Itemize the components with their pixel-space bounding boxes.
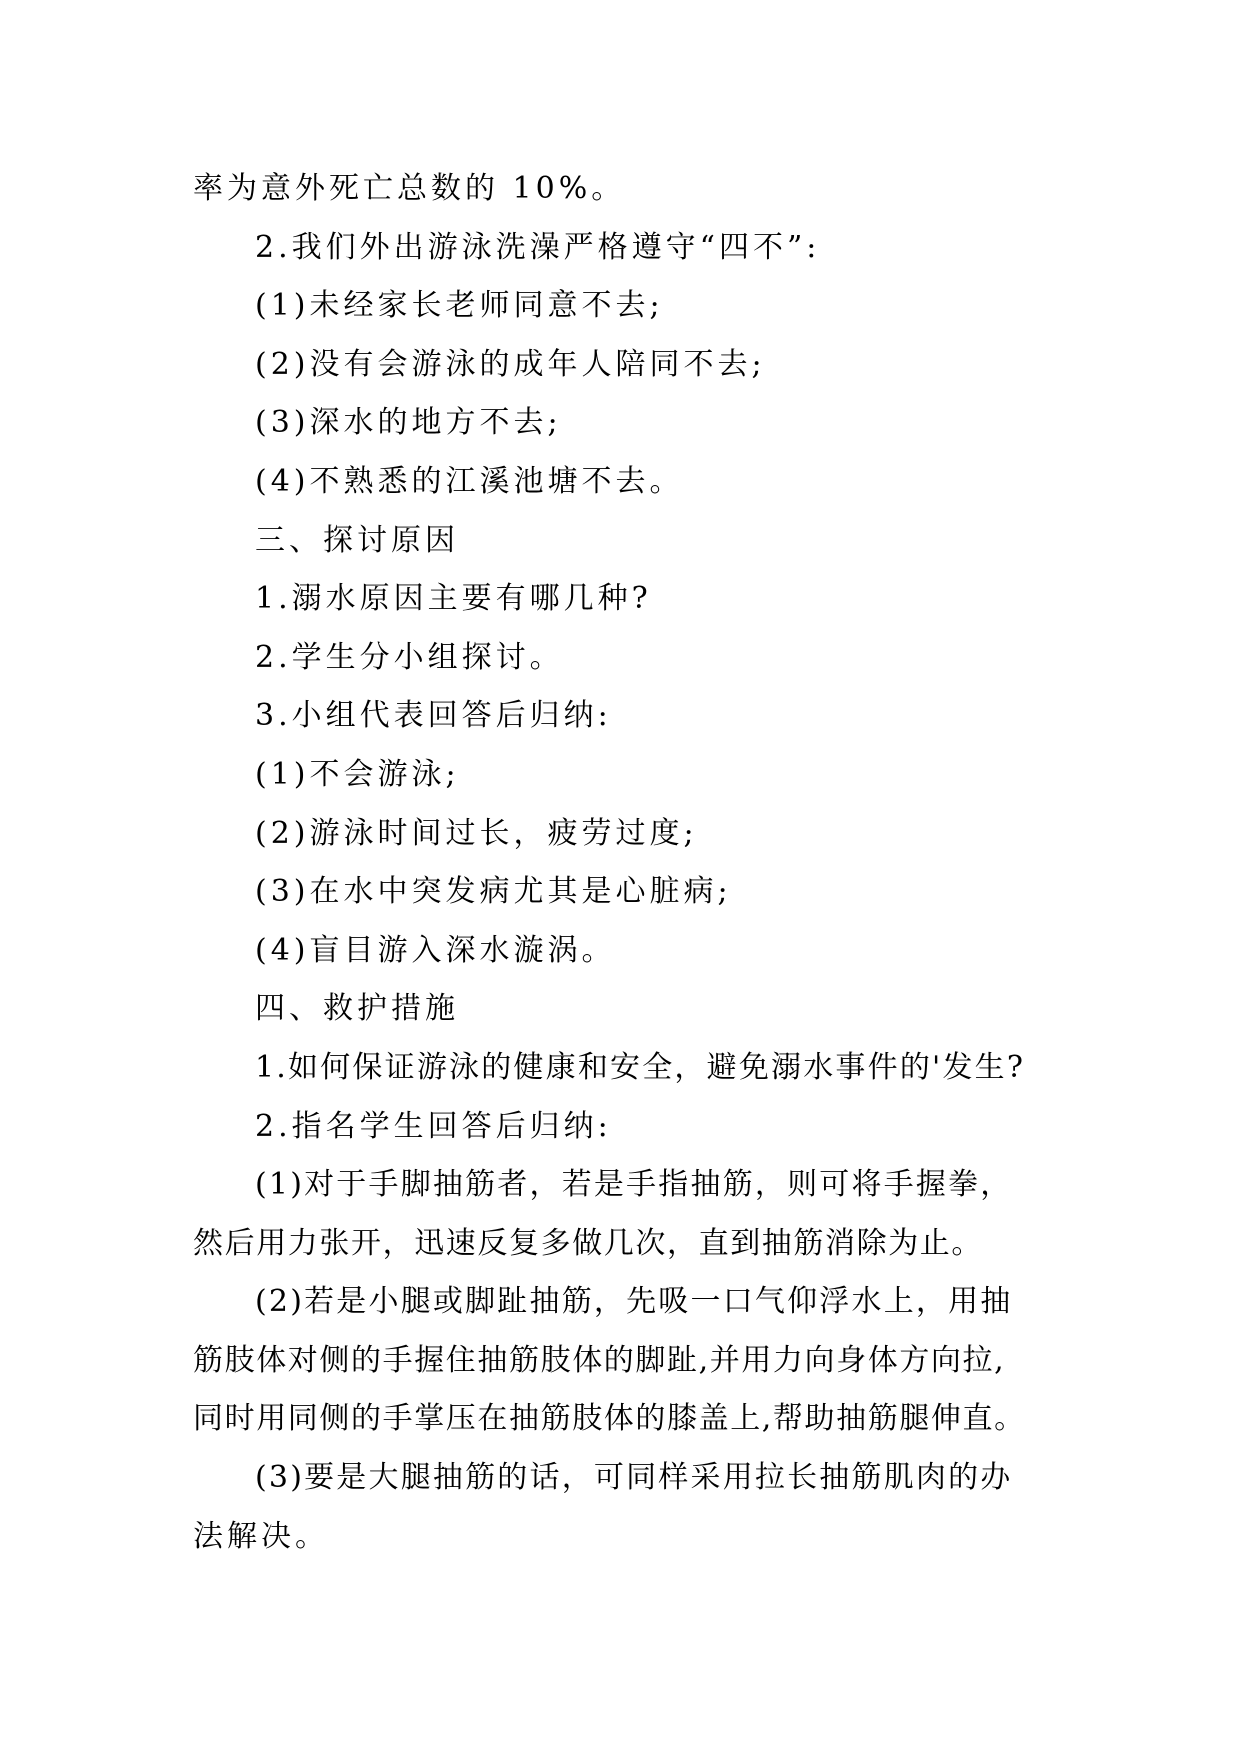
paragraph-line: 筋肢体对侧的手握住抽筋肢体的脚趾,并用力向身体方向拉, (193, 1342, 1006, 1378)
list-item: (2)没有会游泳的成年人陪同不去; (255, 346, 766, 382)
list-item: (1)未经家长老师同意不去; (255, 288, 664, 324)
list-item: (4)盲目游入深水漩涡。 (255, 932, 616, 968)
list-item: (3)在水中突发病尤其是心脏病; (255, 874, 732, 910)
paragraph-line: 2.指名学生回答后归纳: (255, 1108, 612, 1144)
paragraph-line: 1.如何保证游泳的健康和安全，避免溺水事件的'发生? (255, 1049, 1026, 1085)
list-item: (3)深水的地方不去; (255, 405, 562, 441)
paragraph-line: 3.小组代表回答后归纳: (255, 698, 612, 734)
paragraph-line: 2.学生分小组探讨。 (255, 639, 564, 675)
section-heading: 三、探讨原因 (255, 522, 459, 558)
document-body (193, 160, 1073, 1566)
paragraph-line: 1.溺水原因主要有哪几种? (255, 581, 652, 617)
section-heading: 四、救护措施 (255, 991, 459, 1027)
paragraph-line: 2.我们外出游泳洗澡严格遵守“四不”: (255, 229, 821, 265)
paragraph-line: 率为意外死亡总数的 10%。 (193, 171, 626, 206)
list-item: (4)不熟悉的江溪池塘不去。 (255, 463, 684, 499)
list-item: (1)对于手脚抽筋者，若是手指抽筋，则可将手握拳， (255, 1167, 1013, 1203)
paragraph-line: 然后用力张开，迅速反复多做几次，直到抽筋消除为止。 (193, 1225, 983, 1261)
list-item: (2)若是小腿或脚趾抽筋，先吸一口气仰浮水上，用抽 (255, 1284, 1013, 1320)
paragraph-line: 同时用同侧的手掌压在抽筋肢体的膝盖上,帮助抽筋腿伸直。 (193, 1401, 1026, 1437)
list-item: (2)游泳时间过长，疲劳过度; (255, 815, 698, 851)
list-item: (3)要是大腿抽筋的话，可同样采用拉长抽筋肌肉的办 (255, 1460, 1013, 1496)
paragraph-line: 法解决。 (193, 1518, 329, 1554)
list-item: (1)不会游泳; (255, 756, 460, 792)
